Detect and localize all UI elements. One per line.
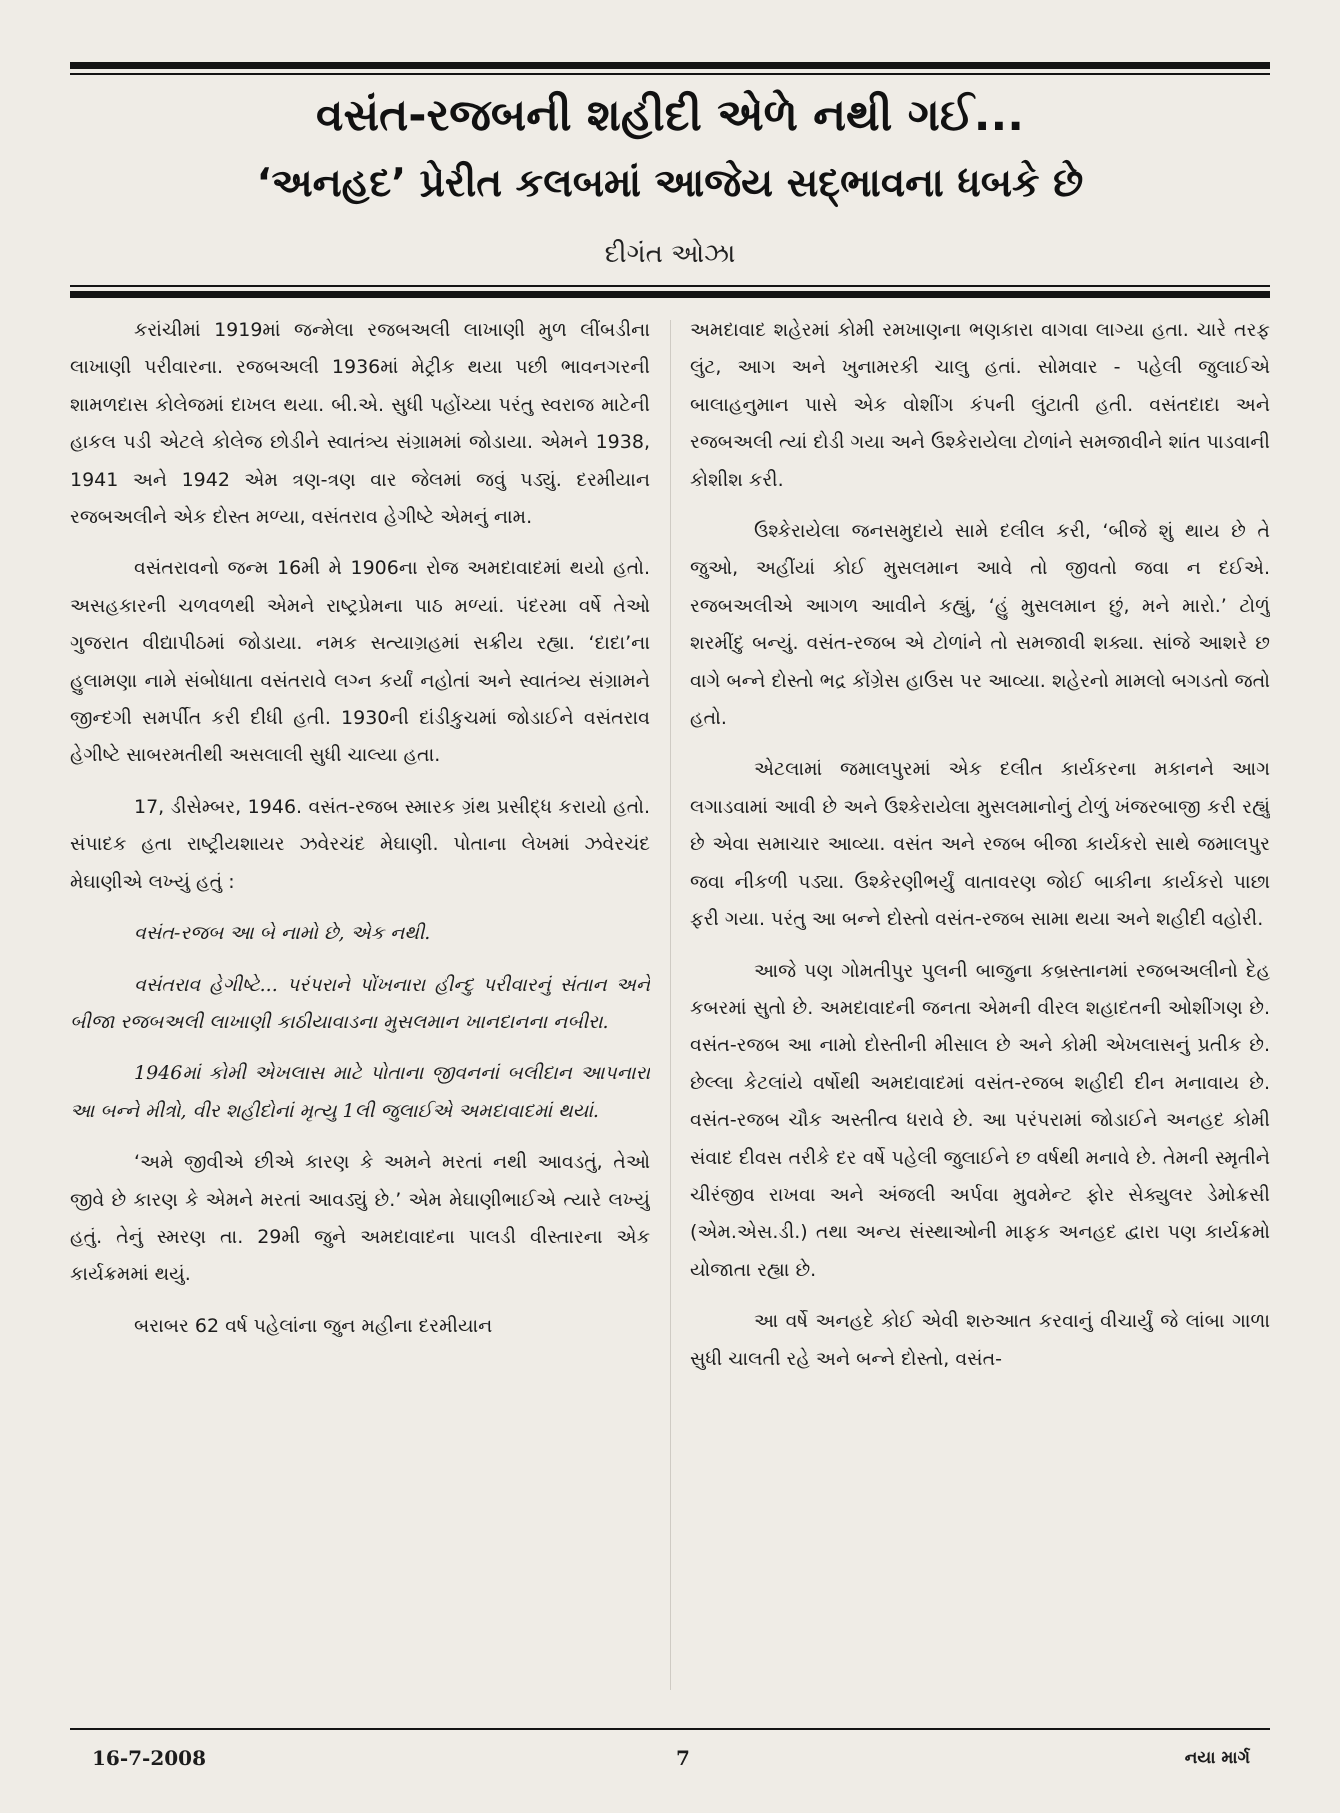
paragraph: અમદાવાદ શહેરમાં કોમી રમખાણના ભણકારા વાગવા લાગ્યા હતા. ચારે તરફ લુંટ, આગ અને ખુનામરકી ચાલુ હતાં. સોમવાર - પહેલી જુલાઈએ બાલાહનુમાન પાસે એક વોશીંગ કંપની લુંટાતી હતી. વસંતદાદા અને રજબઅલી ત્યાં દોડી ગયા અને ઉશ્કેરાયેલા ટોળાંને સમજાવીને શાંત પાડવાની કોશીશ કરી. <box>690 319 1270 491</box>
article-column-right <box>690 312 1270 1712</box>
byline-rule-thin <box>70 285 1270 287</box>
article-author: દીગંત ઓઝા <box>604 239 736 269</box>
header-rule-thick <box>70 62 1270 69</box>
article-subtitle: ‘અનહદ’ પ્રેરીત કલબમાં આજેય સદ્‌ભાવના ધબકે છે <box>256 161 1084 206</box>
issue-date: 16-7-2008 <box>92 1746 207 1770</box>
paragraph: કરાંચીમાં 1919માં જન્મેલા રજબઅલી લાખાણી મુળ લીંબડીના લાખાણી પરીવારના. રજબઅલી 1936માં મેટ્રીક થયા પછી ભાવનગરની શામળદાસ કોલેજમાં દાખલ થયા. બી.એ. સુધી પહોંચ્યા પરંતુ સ્વરાજ માટેની હાકલ પડી એટલે કોલેજ છોડીને સ્વાતંત્ર્ય સંગ્રામમાં જોડાયા. એમને 1938, 1941 અને 1942 એમ ત્રણ-ત્રણ વાર જેલમાં જવું પડ્યું. દરમીયાન રજબઅલીને એક દોસ્ત મળ્યા, વસંતરાવ હેગીષ્ટે એમનું નામ. <box>70 319 650 529</box>
article-column-left <box>70 312 650 1712</box>
paragraph: ‘અમે જીવીએ છીએ કારણ કે અમને મરતાં નથી આવડતું, તેઓ જીવે છે કારણ કે એમને મરતાં આવડ્યું છે.’ એમ મેઘાણીભાઈએ ત્યારે લખ્યું હતું. તેનું સ્મરણ તા. 29મી જુને અમદાવાદના પાલડી વીસ્તારના એક કાર્યક્રમમાં થયું. <box>70 1151 650 1286</box>
article-title: વસંત-રજબની શહીદી એળે નથી ગઈ... <box>316 90 1024 141</box>
paragraph: 17, ડીસેમ્બર, 1946. વસંત-રજબ સ્મારક ગ્રંથ પ્રસીદ્ધ કરાયો હતો. સંપાદક હતા રાષ્ટ્રીયશાયર ઝવેરચંદ મેઘાણી. પોતાના લેખમાં ઝવેરચંદ મેઘાણીએ લખ્યું હતું : <box>70 795 650 893</box>
paragraph: એટલામાં જમાલપુરમાં એક દલીત કાર્યકરના મકાનને આગ લગાડવામાં આવી છે અને ઉશ્કેરાયેલા મુસલમાનોનું ટોળું ખંજરબાજી કરી રહ્યું છે એવા સમાચાર આવ્યા. વસંત અને રજબ બીજા કાર્યકરો સાથે જમાલપુર જવા નીકળી પડ્યા. ઉશ્કેરણીભર્યું વાતાવરણ જોઈ બાકીના કાર્યકરો પાછા ફરી ગયા. પરંતુ આ બન્ને દોસ્તો વસંત-રજબ સામા થયા અને શહીદી વહોરી. <box>690 758 1270 931</box>
column-divider <box>670 320 671 1690</box>
paragraph: બરાબર 62 વર્ષ પહેલાંના જુન મહીના દરમીયાન <box>134 1314 493 1337</box>
quote-paragraph: વસંત-રજબ આ બે નામો છે, એક નથી. <box>134 922 431 945</box>
footer-rule <box>70 1728 1270 1730</box>
header-rule-thin <box>70 73 1270 75</box>
paragraph: ઉશ્કેરાયેલા જનસમુદાયે સામે દલીલ કરી, ‘બીજે શું થાય છે તે જુઓ, અહીંયાં કોઈ મુસલમાન આવે તો જીવતો જવા ન દઈએ. રજબઅલીએ આગળ આવીને કહ્યું, ‘હું મુસલમાન છું, મને મારો.’ ટોળું શરમીંદુ બન્યું. વસંત-રજબ એ ટોળાંને તો સમજાવી શક્યા. સાંજે આશરે છ વાગે બન્ને દોસ્તો ભદ્ર કોંગ્રેસ હાઉસ પર આવ્યા. શહેરનો મામલો બગડતો જતો હતો. <box>690 520 1270 730</box>
quote-paragraph: 1946માં કોમી એખલાસ માટે પોતાના જીવનનાં બલીદાન આપનારા આ બન્ને મીત્રો, વીર શહીદોનાં મૃત્યુ 1લી જુલાઈએ અમદાવાદમાં થયાં. <box>70 1062 650 1122</box>
page-number: 7 <box>676 1746 690 1770</box>
magazine-name: નયા માર્ગ <box>1184 1748 1250 1768</box>
paragraph: આજે પણ ગોમતીપુર પુલની બાજુના કબ્રસ્તાનમાં રજબઅલીનો દેહ કબરમાં સુતો છે. અમદાવાદની જનતા એમની વીરલ શહાદતની ઓશીંગણ છે. વસંત-રજબ આ નામો દોસ્તીની મીસાલ છે અને કોમી એખલાસનું પ્રતીક છે. છેલ્લા કેટલાંયે વર્ષોથી અમદાવાદમાં વસંત-રજબ શહીદી દીન મનાવાય છે. વસંત-રજબ ચૌક અસ્તીત્વ ધરાવે છે. આ પરંપરામાં જોડાઈને અનહદ કોમી સંવાદ દીવસ તરીકે દર વર્ષે પહેલી જુલાઈને છ વર્ષથી મનાવે છે. તેમની સ્મૃતીને ચીરંજીવ રાખવા અને અંજલી અર્પવા મુવમેન્ટ ફોર સેક્યુલર ડેમોક્રસી (એમ.એસ.ડી.) તથા અન્ય સંસ્થાઓની માફક અનહદ દ્વારા પણ કાર્યક્રમો યોજાતા રહ્યા છે. <box>690 959 1270 1281</box>
quote-paragraph: વસંતરાવ હેગીષ્ટે... પરંપરાને પોંખનારા હીન્દુ પરીવારનું સંતાન અને બીજા રજબઅલી લાખાણી કાઠીયાવાડના મુસલમાન ખાનદાનના નબીરા. <box>70 973 650 1033</box>
paragraph: આ વર્ષે અનહદે કોઈ એવી શરુઆત કરવાનું વીચાર્યું જે લાંબા ગાળા સુધી ચાલતી રહે અને બન્ને દોસ્તો, વસંત- <box>690 1310 1270 1370</box>
paragraph: વસંતરાવનો જન્મ 16મી મે 1906ના રોજ અમદાવાદમાં થયો હતો. અસહકારની ચળવળથી એમને રાષ્ટ્રપ્રેમના પાઠ મળ્યાં. પંદરમા વર્ષે તેઓ ગુજરાત વીદ્યાપીઠમાં જોડાયા. નમક સત્યાગ્રહમાં સક્રીય રહ્યા. ‘દાદા’ના હુલામણા નામે સંબોધાતા વસંતરાવે લગ્ન કર્યાં નહોતાં અને સ્વાતંત્ર્ય સંગ્રામને જીન્દગી સમર્પીત કરી દીધી હતી. 1930ની દાંડીકુચમાં જોડાઈને વસંતરાવ હેગીષ્ટે સાબરમતીથી અસલાલી સુધી ચાલ્યા હતા. <box>70 557 650 767</box>
byline-rule-thick <box>70 291 1270 298</box>
